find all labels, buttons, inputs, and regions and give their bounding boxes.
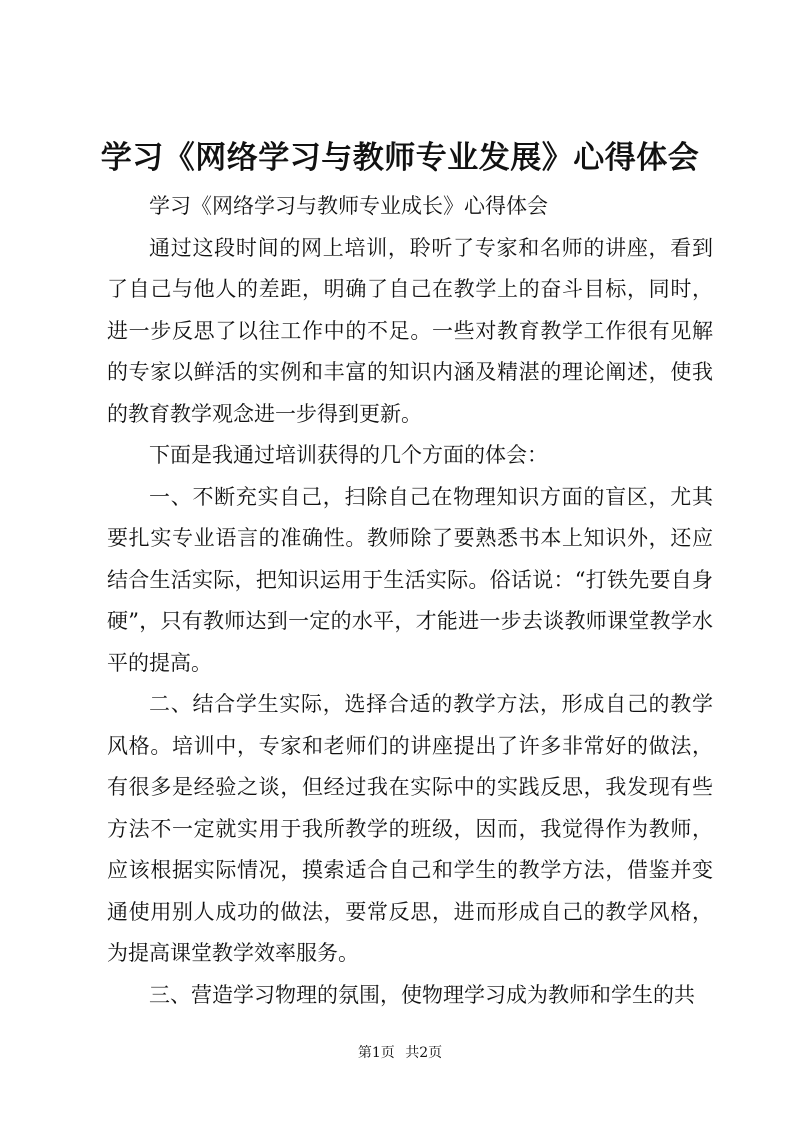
document-body	[107, 186, 713, 1016]
section-lead-paragraph: 下面是我通过培训获得的几个方面的体会：	[149, 443, 548, 467]
point-two-paragraph: 二、结合学生实际，选择合适的教学方法，形成自己的教学风格。培训中，专家和老师们的讲座提出了许多非常好的做法，有很多是经验之谈，但经过我在实际中的实践反思，我发现有些方法不一定就实用于我所教学的班级，因而，我觉得作为教师，应该根据实际情况，摸索适合自己和学生的教学方法，借鉴并变通使用别人成功的做法，要常反思，进而形成自己的教学风格，为提高课堂教学效率服务。	[107, 692, 713, 965]
point-three-paragraph: 三、营造学习物理的氛围，使物理学习成为教师和学生的共	[149, 982, 695, 1007]
subtitle-paragraph: 学习《网络学习与教师专业成长》心得体会	[149, 194, 548, 218]
point-one-paragraph: 一、不断充实自己，扫除自己在物理知识方面的盲区，尤其要扎实专业语言的准确性。教师除了要熟悉书本上知识外，还应结合生活实际，把知识运用于生活实际。俗话说：“打铁先要自身硬”，只有教师达到一定的水平，才能进一步去谈教师课堂教学水平的提高。	[107, 484, 713, 675]
intro-paragraph: 通过这段时间的网上培训，聆听了专家和名师的讲座，看到了自己与他人的差距，明确了自己在教学上的奋斗目标，同时，进一步反思了以往工作中的不足。一些对教育教学工作很有见解的专家以鲜活的实例和丰富的知识内涵及精湛的理论阐述，使我的教育教学观念进一步得到更新。	[107, 235, 713, 426]
page-footer	[0, 1043, 800, 1063]
page-total: 共2页	[405, 1045, 443, 1061]
document-title: 学习《网络学习与教师专业发展》心得体会	[100, 140, 700, 176]
page-number: 第1页	[357, 1045, 395, 1061]
